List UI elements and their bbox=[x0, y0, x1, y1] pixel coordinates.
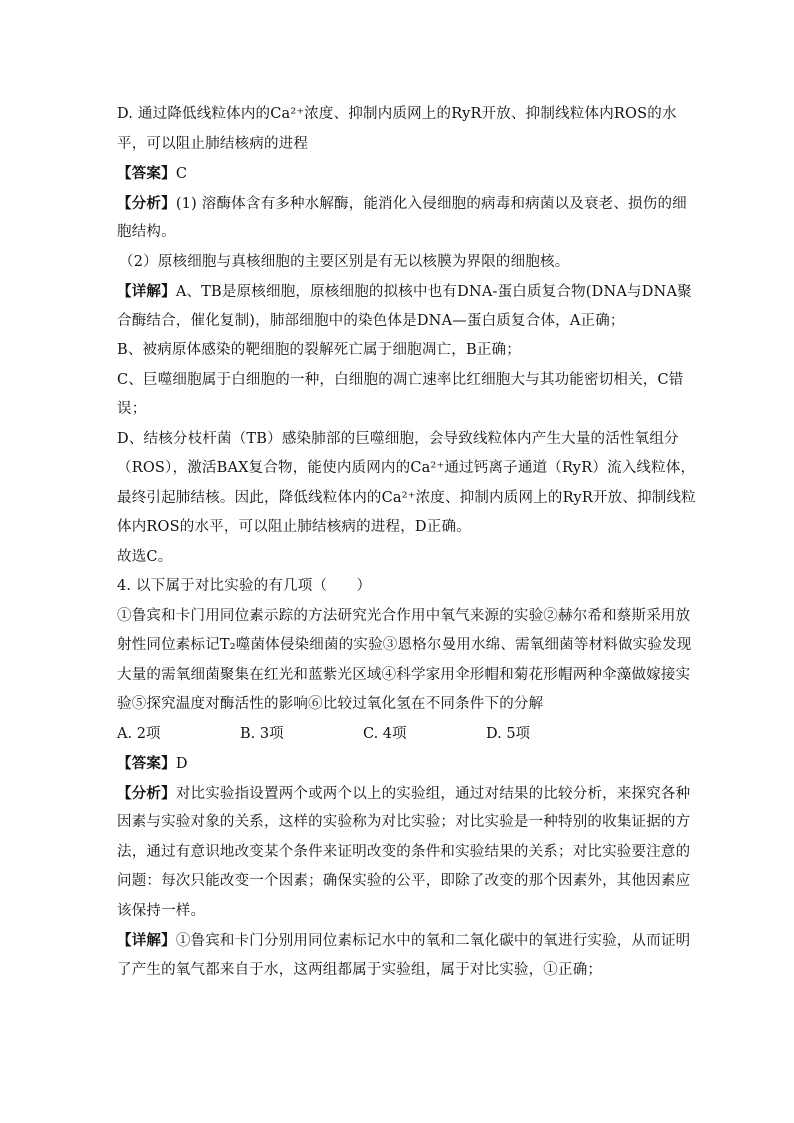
answer-value-4: D bbox=[175, 756, 188, 772]
question-4-stem: 4. 以下属于对比实验的有几项（ ） bbox=[117, 578, 372, 594]
document-page bbox=[117, 100, 696, 985]
question-4-items-2: 射性同位素标记T₂噬菌体侵染细菌的实验③恩格尔曼用水绵、需氧细菌等材料做实验发现 bbox=[117, 637, 692, 653]
detail-text: A、TB是原核细胞，原核细胞的拟核中也有DNA-蛋白质复合物(DNA与DNA聚 bbox=[175, 284, 692, 300]
answer-tag-4: 【答案】 bbox=[117, 755, 176, 772]
analysis-line-4 bbox=[117, 779, 691, 809]
answer-line-4 bbox=[117, 749, 677, 779]
detail-text-cont: 合酶结合，催化复制)，肺部细胞中的染色体是DNA—蛋白质复合体，A正确； bbox=[117, 312, 625, 329]
conclusion-line: 故选C。 bbox=[117, 548, 173, 565]
detail-option-b: B、被病原体感染的靶细胞的裂解死亡属于细胞凋亡，B正确； bbox=[117, 342, 521, 358]
answer-value: C bbox=[175, 166, 188, 182]
option-d: D. 5项 bbox=[486, 725, 531, 742]
option-b: B. 3项 bbox=[240, 725, 284, 742]
analysis-text-4-cont-3: 问题：每次只能改变一个因素；确保实验的公平，即除了改变的那个因素外，其他因素应 bbox=[117, 873, 691, 889]
detail-text-4: ①鲁宾和卡门分别用同位素标记水中的氧和二氧化碳中的氧进行实验，从而证明 bbox=[175, 933, 691, 949]
detail-option-c: C、巨噬细胞属于白细胞的一种，白细胞的凋亡速率比红细胞大与其功能密切相关，C错 bbox=[117, 371, 684, 388]
detail-line-3 bbox=[117, 277, 692, 307]
analysis-text: (1) 溶酶体含有多种水解酶，能消化入侵细胞的病毒和病菌以及衰老、损伤的细 bbox=[175, 195, 687, 212]
analysis-text-4-cont-1: 因素与实验对象的关系，这样的实验称为对比实验；对比实验是一种特别的收集证据的方 bbox=[117, 814, 691, 830]
option-a: A. 2项 bbox=[117, 725, 161, 742]
analysis-text-4-cont-2: 法，通过有意识地改变某个条件来证明改变的条件和实验结果的关系；对比实验要注意的 bbox=[117, 843, 691, 860]
detail-tag: 【详解】 bbox=[117, 283, 176, 300]
detail-option-c-cont: 误； bbox=[117, 401, 147, 417]
detail-option-d-cont-3: 体内ROS的水平，可以阻止肺结核病的进程，D正确。 bbox=[117, 519, 471, 535]
analysis-line-3 bbox=[117, 189, 687, 219]
analysis-tag: 【分析】 bbox=[117, 194, 176, 212]
detail-option-d: D、结核分枝杆菌（TB）感染肺部的巨噬细胞，会导致线粒体内产生大量的活性氧组分 bbox=[117, 430, 679, 447]
detail-line-4 bbox=[117, 926, 691, 956]
detail-option-d-cont-1: （ROS），激活BAX复合物，能使内质网内的Ca²⁺通过钙离子通道（RyR）流入线粒体， bbox=[117, 460, 696, 476]
analysis-point-2: （2）原核细胞与真核细胞的主要区别是有无以核膜为界限的细胞核。 bbox=[119, 253, 570, 270]
detail-option-d-cont-2: 最终引起肺结核。因此，降低线粒体内的Ca²⁺浓度、抑制内质网上的RyR开放、抑制线粒 bbox=[117, 489, 696, 506]
question-4-items-1: ①鲁宾和卡门用同位素示踪的方法研究光合作用中氧气来源的实验②赫尔希和蔡斯采用放 bbox=[117, 607, 691, 624]
question-4-items-3: 大量的需氧细菌聚集在红光和蓝紫光区域④科学家用伞形帽和菊花形帽两种伞藻做嫁接实 bbox=[117, 666, 691, 683]
analysis-tag-4: 【分析】 bbox=[117, 784, 176, 802]
analysis-text-cont: 胞结构。 bbox=[117, 224, 176, 240]
detail-tag-4: 【详解】 bbox=[117, 932, 176, 949]
option-d-text-cont: 平，可以阻止肺结核病的进程 bbox=[117, 135, 309, 152]
detail-text-4-cont: 了产生的氧气都来自于水，这两组都属于实验组，属于对比实验，①正确； bbox=[117, 961, 603, 978]
answer-line-3 bbox=[117, 159, 677, 189]
analysis-text-4-cont-4: 该保持一样。 bbox=[117, 902, 206, 919]
question-4-items-4: 验⑤探究温度对酶活性的影响⑥比较过氧化氢在不同条件下的分解 bbox=[117, 696, 544, 712]
answer-tag: 【答案】 bbox=[117, 165, 176, 182]
analysis-text-4: 对比实验指设置两个或两个以上的实验组，通过对结果的比较分析，来探究各种 bbox=[175, 785, 691, 802]
option-d-text: D. 通过降低线粒体内的Ca²⁺浓度、抑制内质网上的RyR开放、抑制线粒体内ROS的水 bbox=[117, 106, 677, 122]
option-c: C. 4项 bbox=[363, 725, 407, 742]
question-4-options bbox=[117, 720, 677, 750]
